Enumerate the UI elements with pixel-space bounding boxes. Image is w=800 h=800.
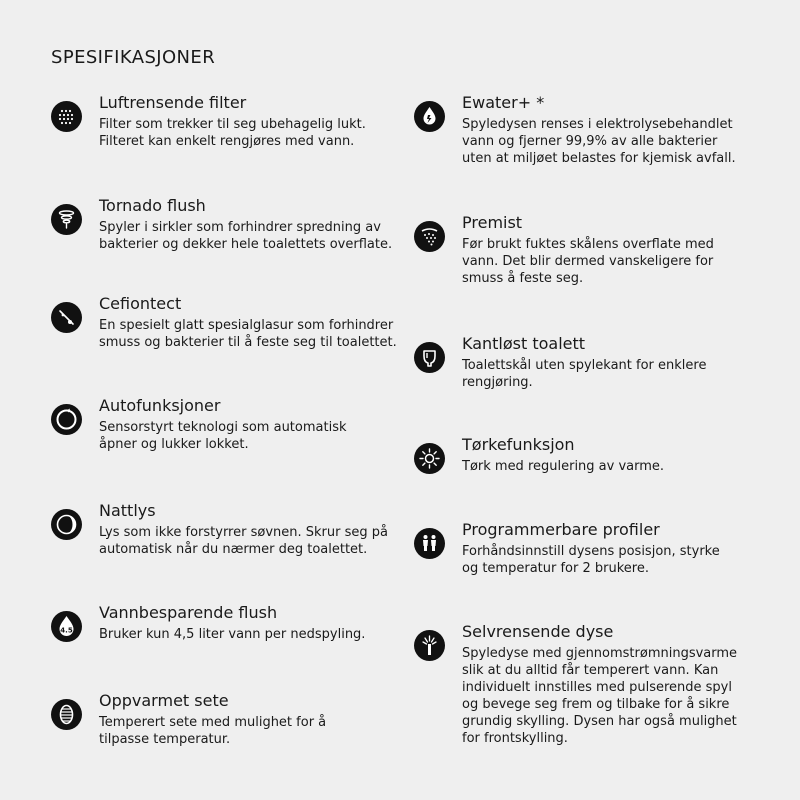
feature-description: Filter som trekker til seg ubehagelig lukt. Filteret kan enkelt rengjøres med vann. xyxy=(99,117,366,149)
mist-icon xyxy=(414,221,445,252)
feature-title: Premist xyxy=(462,213,523,232)
rimless-icon xyxy=(414,342,445,373)
glaze-icon xyxy=(51,302,82,333)
tornado-icon xyxy=(51,204,82,235)
nozzle-icon xyxy=(414,630,445,661)
feature-description: En spesielt glatt spesialglasur som forhindrer smuss og bakterier til å feste seg til toalettet. xyxy=(99,318,397,350)
auto-icon xyxy=(51,404,82,435)
page-title: SPESIFIKASJONER xyxy=(51,47,216,68)
feature-description: Bruker kun 4,5 liter vann per nedspyling. xyxy=(99,627,366,642)
feature-title: Cefiontect xyxy=(99,294,182,313)
feature-description: Sensorstyrt teknologi som automatisk åpner og lukker lokket. xyxy=(99,420,347,452)
feature-title: Selvrensende dyse xyxy=(462,622,614,641)
feature-description: Temperert sete med mulighet for å tilpasse temperatur. xyxy=(99,715,327,747)
ewater-icon xyxy=(414,101,445,132)
filter-icon xyxy=(51,101,82,132)
feature-description: Tørk med regulering av varme. xyxy=(462,459,665,474)
water-drop-icon xyxy=(51,611,82,642)
feature-title: Luftrensende filter xyxy=(99,93,247,112)
heated-seat-icon xyxy=(51,699,82,730)
feature-description: Spyledysen renses i elektrolysebehandlet vann og fjerner 99,9% av alle bakterier uten at miljøet belastes for kjemisk avfall. xyxy=(462,117,736,166)
feature-title: Kantløst toalett xyxy=(462,334,586,353)
night-light-icon xyxy=(51,509,82,540)
feature-description: Forhåndsinnstill dysens posisjon, styrke og temperatur for 2 brukere. xyxy=(462,544,720,576)
feature-title: Programmerbare profiler xyxy=(462,520,660,539)
feature-title: Vannbesparende flush xyxy=(99,603,278,622)
feature-title: Oppvarmet sete xyxy=(99,691,229,710)
feature-description: Lys som ikke forstyrrer søvnen. Skrur seg på automatisk når du nærmer deg toalettet. xyxy=(99,525,388,557)
feature-description: Toalettskål uten spylekant for enklere rengjøring. xyxy=(462,358,707,390)
feature-description: Før brukt fuktes skålens overflate med vann. Det blir dermed vanskeligere for smuss å feste seg. xyxy=(462,237,714,286)
feature-title: Ewater+ * xyxy=(462,93,545,112)
water-drop-icon-label: 4.5 xyxy=(60,626,73,635)
feature-title: Tørkefunksjon xyxy=(462,435,575,454)
feature-title: Nattlys xyxy=(99,501,156,520)
feature-description: Spyledyse med gjennomstrømningsvarme slik at du alltid får temperert vann. Kan individuelt innstilles med pulserende spyl og bevege seg frem og tilbake for å sikre grundig skylling. Dysen har også mulighet for frontskylling. xyxy=(462,646,738,746)
feature-title: Autofunksjoner xyxy=(99,396,221,415)
feature-description: Spyler i sirkler som forhindrer spredning av bakterier og dekker hele toalettets overflate. xyxy=(99,220,393,252)
users-icon xyxy=(414,528,445,559)
feature-title: Tornado flush xyxy=(99,196,206,215)
dryer-icon xyxy=(414,443,445,474)
